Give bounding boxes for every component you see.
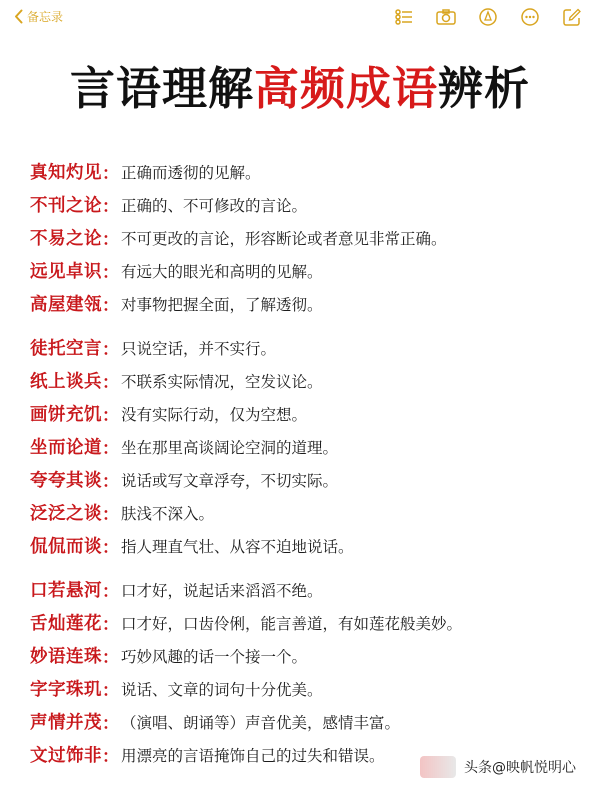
idiom-entry <box>30 430 590 463</box>
idiom-entry <box>30 287 590 320</box>
title-part-1: 言语理解 <box>69 62 254 115</box>
idiom-separator: ： <box>102 505 119 525</box>
idiom-definition: 正确的、不可修改的言论。 <box>121 196 308 215</box>
idiom-term: 真知灼见 <box>30 163 102 183</box>
idiom-entry <box>30 606 590 639</box>
idiom-definition: 巧妙风趣的话一个接一个。 <box>121 647 308 666</box>
idiom-list <box>30 155 590 782</box>
back-label: 备忘录 <box>27 10 64 24</box>
idiom-term: 字字珠玑 <box>30 680 102 700</box>
idiom-separator: ： <box>102 714 119 734</box>
idiom-entry <box>30 221 590 254</box>
title-part-2: 高频成语 <box>253 62 438 115</box>
idiom-definition: 口才好，口齿伶俐，能言善道，有如莲花般美妙。 <box>121 614 463 633</box>
idiom-term: 口若悬河 <box>30 581 102 601</box>
chevron-left-icon <box>14 9 23 24</box>
idiom-separator: ： <box>102 439 119 459</box>
idiom-term: 舌灿莲花 <box>30 614 102 634</box>
idiom-entry <box>30 155 590 188</box>
idiom-separator: ： <box>102 197 119 217</box>
idiom-separator: ： <box>102 230 119 250</box>
idiom-definition: 说话、文章的词句十分优美。 <box>121 680 323 699</box>
idiom-definition: 只说空话，并不实行。 <box>121 339 277 358</box>
idiom-definition: 肤浅不深入。 <box>121 504 215 523</box>
idiom-term: 侃侃而谈 <box>30 537 102 557</box>
idiom-definition: 有远大的眼光和高明的见解。 <box>121 262 323 281</box>
toolbar-actions <box>394 7 582 27</box>
more-icon[interactable] <box>520 7 540 27</box>
compose-icon[interactable] <box>562 7 582 27</box>
idiom-separator: ： <box>102 681 119 701</box>
idiom-term: 声情并茂 <box>30 713 102 733</box>
idiom-separator: ： <box>102 538 119 558</box>
camera-icon[interactable] <box>436 7 456 27</box>
idiom-separator: ： <box>102 582 119 602</box>
idiom-entry <box>30 496 590 529</box>
watermark <box>414 752 582 782</box>
idiom-term: 妙语连珠 <box>30 647 102 667</box>
idiom-group <box>30 155 590 320</box>
idiom-definition: 不联系实际情况，空发议论。 <box>121 372 323 391</box>
checklist-icon[interactable] <box>394 7 414 27</box>
idiom-separator: ： <box>102 164 119 184</box>
idiom-definition: （演唱、朗诵等）声音优美，感情丰富。 <box>121 713 401 732</box>
idiom-term: 徒托空言 <box>30 339 102 359</box>
idiom-group <box>30 573 590 771</box>
idiom-separator: ： <box>102 296 119 316</box>
idiom-entry <box>30 672 590 705</box>
idiom-definition: 坐在那里高谈阔论空洞的道理。 <box>121 438 339 457</box>
idiom-group <box>30 331 590 562</box>
idiom-term: 文过饰非 <box>30 746 102 766</box>
idiom-entry <box>30 463 590 496</box>
pen-icon[interactable] <box>478 7 498 27</box>
idiom-definition: 没有实际行动，仅为空想。 <box>121 405 308 424</box>
idiom-term: 不易之论 <box>30 229 102 249</box>
idiom-definition: 正确而透彻的见解。 <box>121 163 261 182</box>
idiom-term: 纸上谈兵 <box>30 372 102 392</box>
idiom-entry <box>30 364 590 397</box>
idiom-separator: ： <box>102 340 119 360</box>
idiom-term: 画饼充饥 <box>30 405 102 425</box>
idiom-definition: 说话或写文章浮夸，不切实际。 <box>121 471 339 490</box>
idiom-definition: 指人理直气壮、从容不迫地说话。 <box>121 537 354 556</box>
watermark-text: 头条@映帆悦明心 <box>464 760 576 776</box>
back-button[interactable] <box>14 8 63 25</box>
idiom-definition: 用漂亮的言语掩饰自己的过失和错误。 <box>121 746 385 765</box>
idiom-entry <box>30 188 590 221</box>
idiom-separator: ： <box>102 648 119 668</box>
page-title <box>0 52 600 117</box>
idiom-entry <box>30 397 590 430</box>
idiom-entry <box>30 573 590 606</box>
idiom-entry <box>30 254 590 287</box>
idiom-term: 泛泛之谈 <box>30 504 102 524</box>
idiom-definition: 口才好，说起话来滔滔不绝。 <box>121 581 323 600</box>
watermark-logo <box>420 756 456 778</box>
idiom-term: 不刊之论 <box>30 196 102 216</box>
idiom-definition: 不可更改的言论，形容断论或者意见非常正确。 <box>121 229 447 248</box>
idiom-term: 坐而论道 <box>30 438 102 458</box>
idiom-term: 远见卓识 <box>30 262 102 282</box>
idiom-definition: 对事物把握全面，了解透彻。 <box>121 295 323 314</box>
idiom-entry <box>30 529 590 562</box>
idiom-separator: ： <box>102 472 119 492</box>
idiom-term: 高屋建瓴 <box>30 295 102 315</box>
idiom-separator: ： <box>102 263 119 283</box>
idiom-separator: ： <box>102 373 119 393</box>
idiom-entry <box>30 331 590 364</box>
toolbar <box>0 0 600 38</box>
idiom-separator: ： <box>102 747 119 767</box>
title-part-3: 辨析 <box>438 62 531 115</box>
idiom-entry <box>30 639 590 672</box>
idiom-entry <box>30 705 590 738</box>
idiom-term: 夸夸其谈 <box>30 471 102 491</box>
idiom-separator: ： <box>102 406 119 426</box>
idiom-separator: ： <box>102 615 119 635</box>
